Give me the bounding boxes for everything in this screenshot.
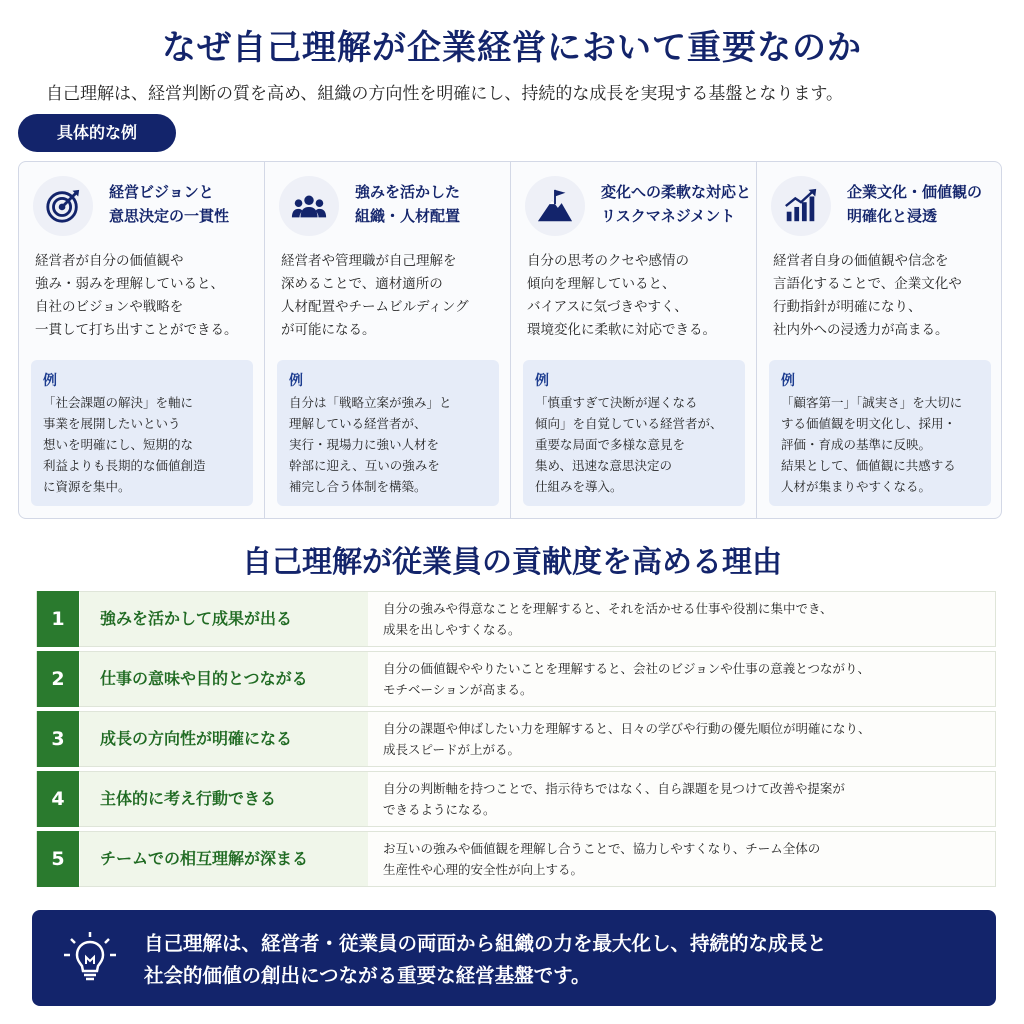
reason-description: 自分の判断軸を持つことで、指示待ちではなく、自ら課題を見つけて改善や提案が できるようになる。 xyxy=(383,781,845,817)
reason-heading: 主体的に考え行動できる xyxy=(80,772,368,826)
card-body: 自分の思考のクセや感情の 傾向を理解していると、 バイアスに気づきやすく、 環境変化に柔軟に対応できる。 xyxy=(527,253,716,338)
page-subtitle: 自己理解は、経営判断の質を高め、組織の方向性を明確にし、持続的な成長を実現する基盤となります。 xyxy=(46,84,843,104)
reason-description: お互いの強みや価値観を理解し合うことで、協力しやすくなり、チーム全体の 生産性や心理的安全性が向上する。 xyxy=(383,841,821,877)
example-card-risk xyxy=(511,162,757,518)
example-label: 例 xyxy=(289,373,303,389)
example-box xyxy=(523,360,745,506)
reason-number: 1 xyxy=(37,591,79,647)
growth-chart-icon xyxy=(771,176,831,236)
example-box xyxy=(769,360,991,506)
team-icon xyxy=(279,176,339,236)
reason-description: 自分の課題や伸ばしたい力を理解すると、日々の学びや行動の優先順位が明確になり、 成長スピードが上がる。 xyxy=(383,721,871,757)
summary-banner xyxy=(32,910,996,1006)
card-body: 経営者自身の価値観や信念を 言語化することで、企業文化や 行動指針が明確になり、 社内外への浸透力が高まる。 xyxy=(773,253,962,338)
example-text: 自分は「戦略立案が強み」と 理解している経営者が、 実行・現場力に強い人材を 幹部に迎え、互いの強みを 補完し合う体制を構築。 xyxy=(289,395,452,494)
reason-number: 2 xyxy=(37,651,79,707)
card-body: 経営者が自分の価値観や 強み・弱みを理解していると、 自社のビジョンや戦略を 一貫して打ち出すことができる。 xyxy=(35,253,238,338)
reason-row xyxy=(36,591,996,647)
examples-section-label: 具体的な例 xyxy=(18,114,176,152)
page-title: なぜ自己理解が企業経営において重要なのか xyxy=(162,28,862,68)
example-card-talent xyxy=(265,162,511,518)
example-text: 「顧客第一」「誠実さ」を大切に する価値観を明文化し、採用・ 評価・育成の基準に反映。 結果として、価値観に共感する 人材が集まりやすくなる。 xyxy=(781,395,963,494)
target-icon xyxy=(33,176,93,236)
reason-number: 5 xyxy=(37,831,79,887)
examples-cards xyxy=(18,161,1002,519)
example-label: 例 xyxy=(781,373,795,389)
reason-row xyxy=(36,711,996,767)
reason-row xyxy=(36,831,996,887)
example-card-vision xyxy=(19,162,265,518)
reason-heading: 強みを活かして成果が出る xyxy=(80,592,368,646)
card-title: 変化への柔軟な対応と リスクマネジメント xyxy=(601,183,752,225)
example-text: 「社会課題の解決」を軸に 事業を展開したいという 想いを明確にし、短期的な 利益よりも長期的な価値創造 に資源を集中。 xyxy=(43,395,206,494)
card-body: 経営者や管理職が自己理解を 深めることで、適材適所の 人材配置やチームビルディング が可能になる。 xyxy=(281,253,469,338)
reason-description: 自分の強みや得意なことを理解すると、それを活かせる仕事や役割に集中でき、 成果を出しやすくなる。 xyxy=(383,601,833,637)
mountain-flag-icon xyxy=(525,176,585,236)
reasons-section-title: 自己理解が従業員の貢献度を高める理由 xyxy=(242,545,782,580)
reason-row xyxy=(36,651,996,707)
reason-number: 3 xyxy=(37,711,79,767)
card-title: 企業文化・価値観の 明確化と浸透 xyxy=(847,183,983,225)
example-box xyxy=(31,360,253,506)
reason-heading: 成長の方向性が明確になる xyxy=(80,712,368,766)
reason-heading: 仕事の意味や目的とつながる xyxy=(80,652,368,706)
reason-number: 4 xyxy=(37,771,79,827)
example-box xyxy=(277,360,499,506)
example-card-culture xyxy=(757,162,1003,518)
reason-description: 自分の価値観ややりたいことを理解すると、会社のビジョンや仕事の意義とつながり、 モチベーションが高まる。 xyxy=(383,661,871,697)
summary-text: 自己理解は、経営者・従業員の両面から組織の力を最大化し、持続的な成長と 社会的価値の創出につながる重要な経営基盤です。 xyxy=(144,932,827,987)
reason-row xyxy=(36,771,996,827)
example-label: 例 xyxy=(535,373,549,389)
lightbulb-icon xyxy=(60,928,120,988)
card-title: 強みを活かした 組織・人材配置 xyxy=(355,183,461,225)
example-text: 「慎重すぎて決断が遅くなる 傾向」を自覚している経営者が、 重要な局面で多様な意見を 集め、迅速な意思決定の 仕組みを導入。 xyxy=(535,395,723,494)
example-label: 例 xyxy=(43,373,57,389)
card-title: 経営ビジョンと 意思決定の一貫性 xyxy=(109,183,230,225)
reason-heading: チームでの相互理解が深まる xyxy=(80,832,368,886)
